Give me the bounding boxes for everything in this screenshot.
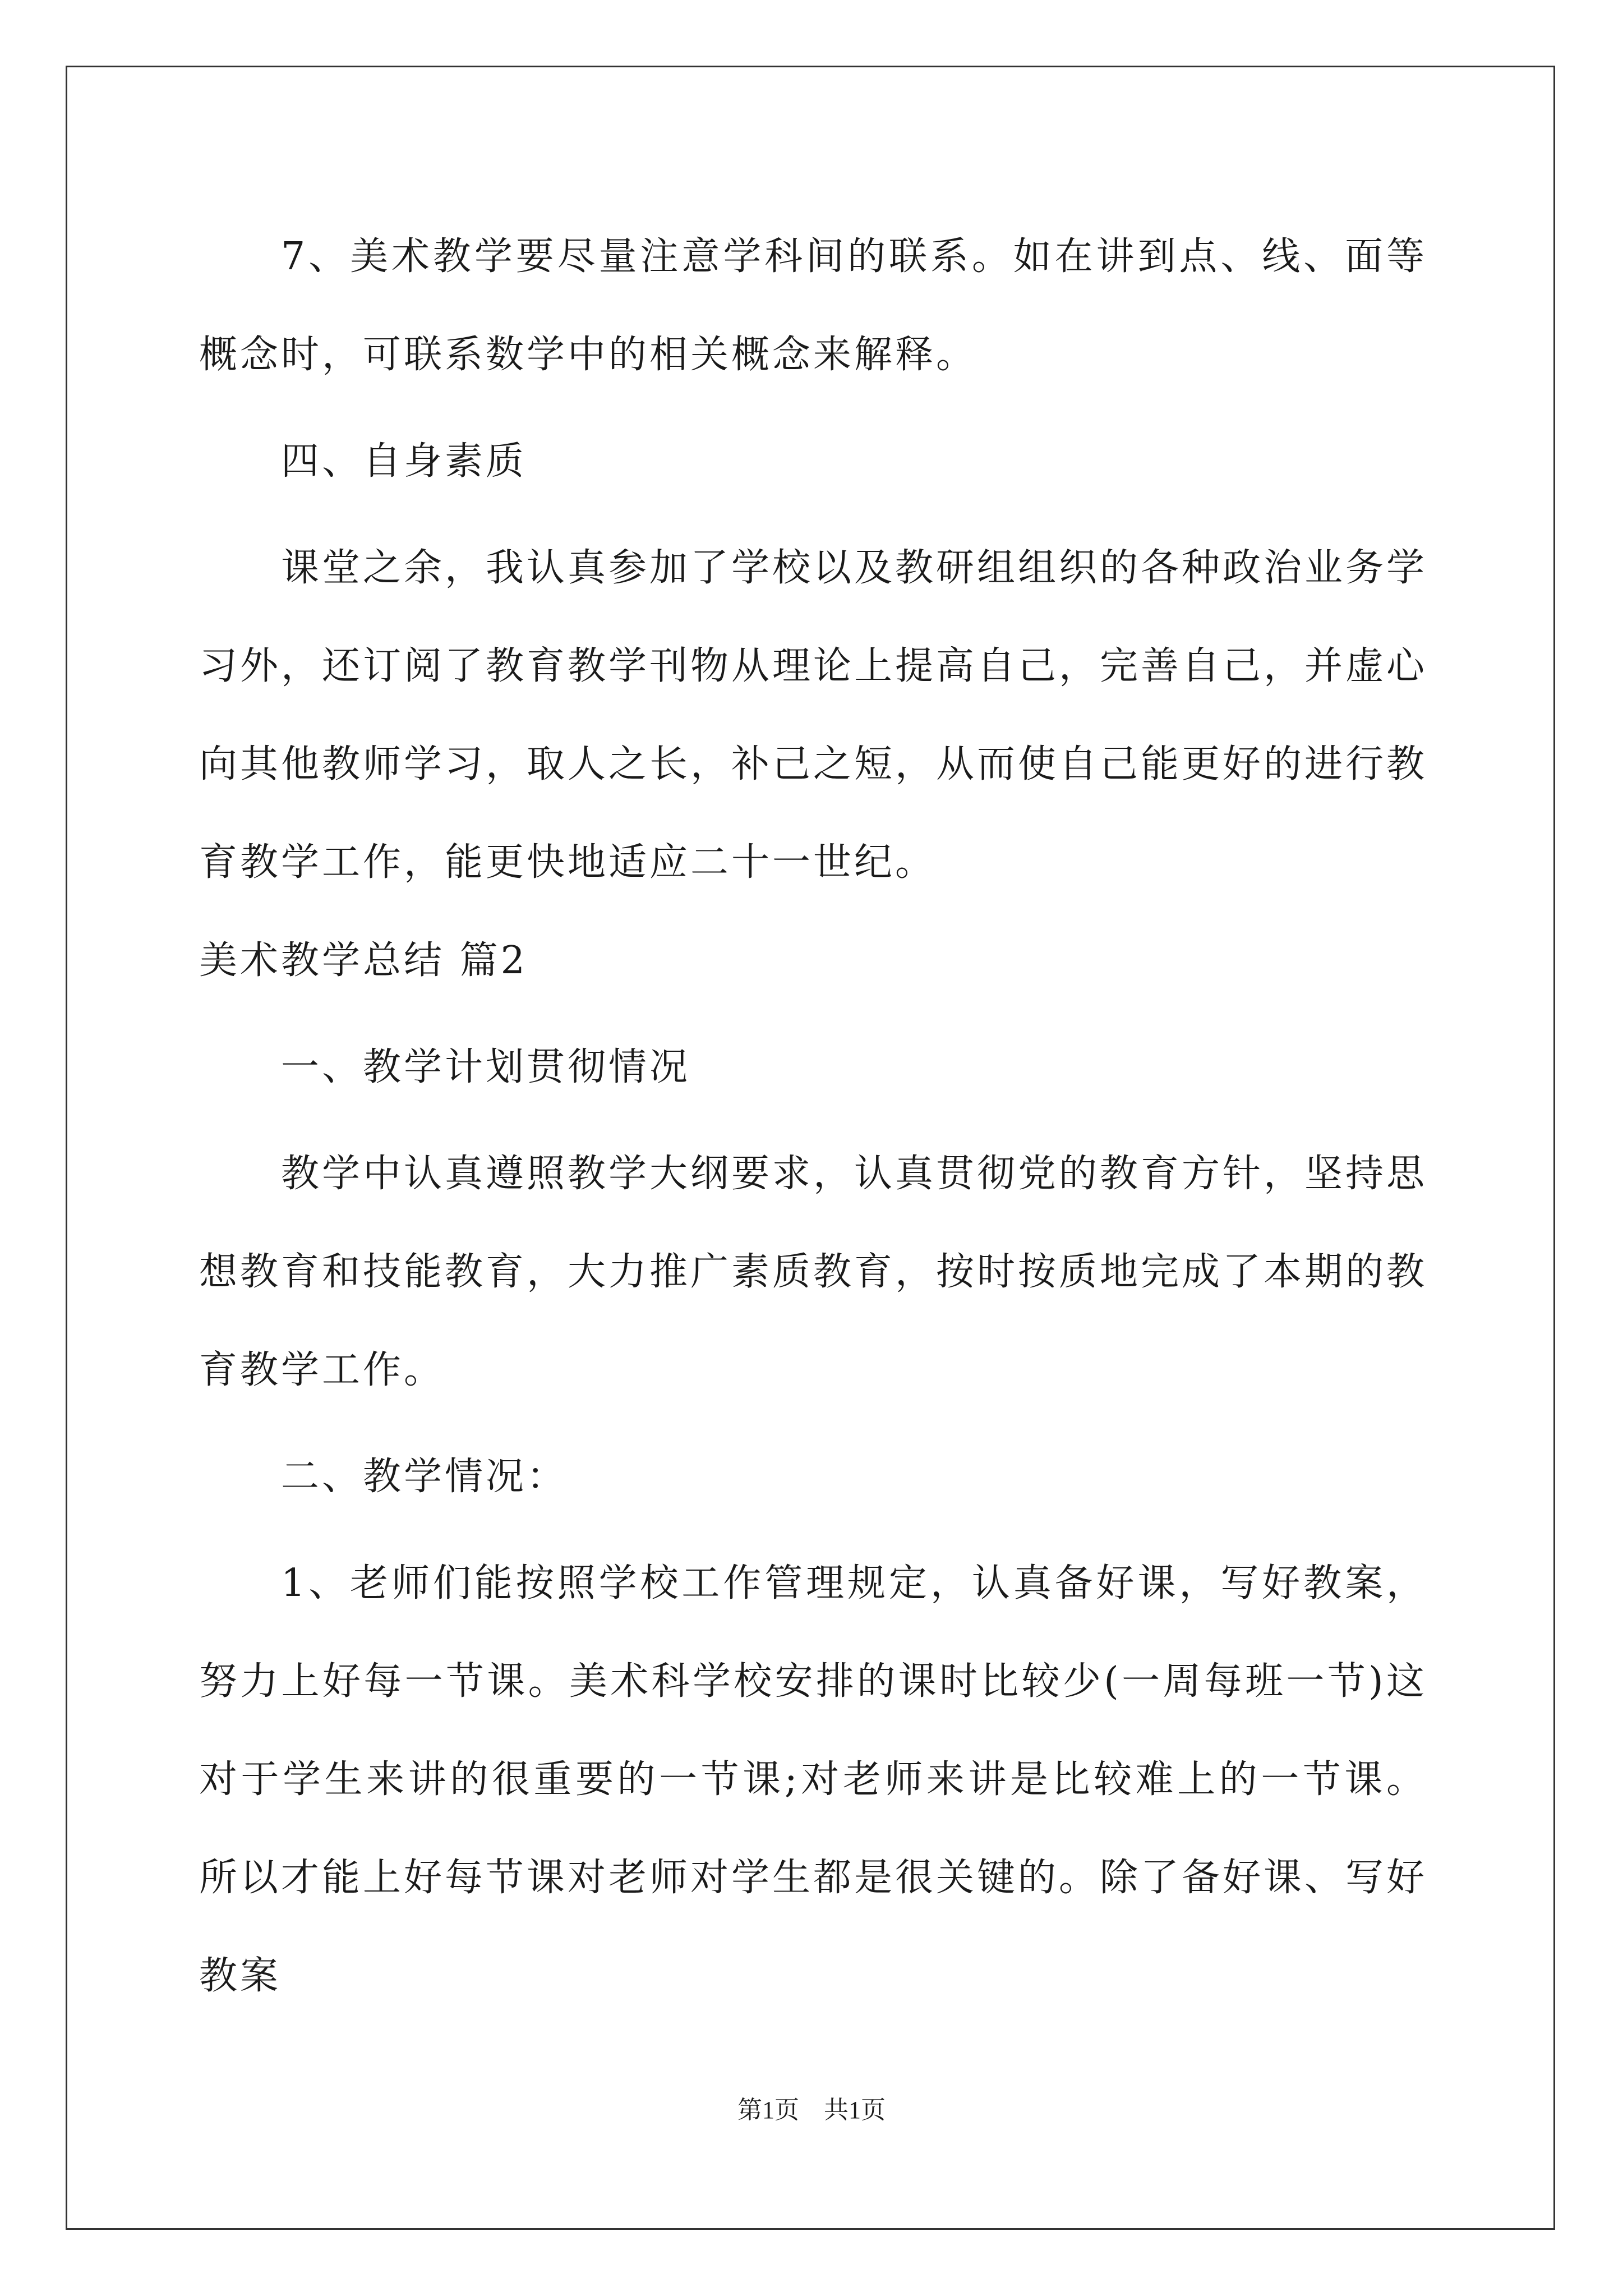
paragraph-lesson-preparation: 1、老师们能按照学校工作管理规定，认真备好课，写好教案，努力上好每一节课。美术科学校安排的课时比较少(一周每班一节)这对于学生来讲的很重要的一节课;对老师来讲是比较难上的一节课。所以才能上好每节课对老师对学生都是很关键的。除了备好课、写好教案 — [199, 1561, 1428, 1998]
document-body — [199, 208, 1427, 2025]
section-heading-self-quality: 四、自身素质 — [281, 439, 527, 484]
section-heading-teaching-situation: 二、教学情况： — [281, 1455, 568, 1499]
page-footer: 第1页 共1页 — [737, 2096, 886, 2124]
paragraph-self-study: 课堂之余，我认真参加了学校以及教研组组织的各种政治业务学习外，还订阅了教育教学刊物从理论上提高自己，完善自己，并虚心向其他教师学习，取人之长，补己之短，从而使自己能更好的进行教育教学工作，能更快地适应二十一世纪。 — [199, 546, 1428, 885]
paragraph-art-subject-links: 7、美术教学要尽量注意学科间的联系。如在讲到点、线、面等概念时，可联系数学中的相关概念来解释。 — [199, 234, 1427, 377]
article-title-part-2: 美术教学总结 篇2 — [199, 938, 528, 983]
paragraph-teaching-plan: 教学中认真遵照教学大纲要求，认真贯彻党的教育方针，坚持思想教育和技能教育，大力推广素质教育，按时按质地完成了本期的教育教学工作。 — [199, 1152, 1428, 1392]
section-heading-teaching-plan: 一、教学计划贯彻情况 — [281, 1045, 691, 1089]
